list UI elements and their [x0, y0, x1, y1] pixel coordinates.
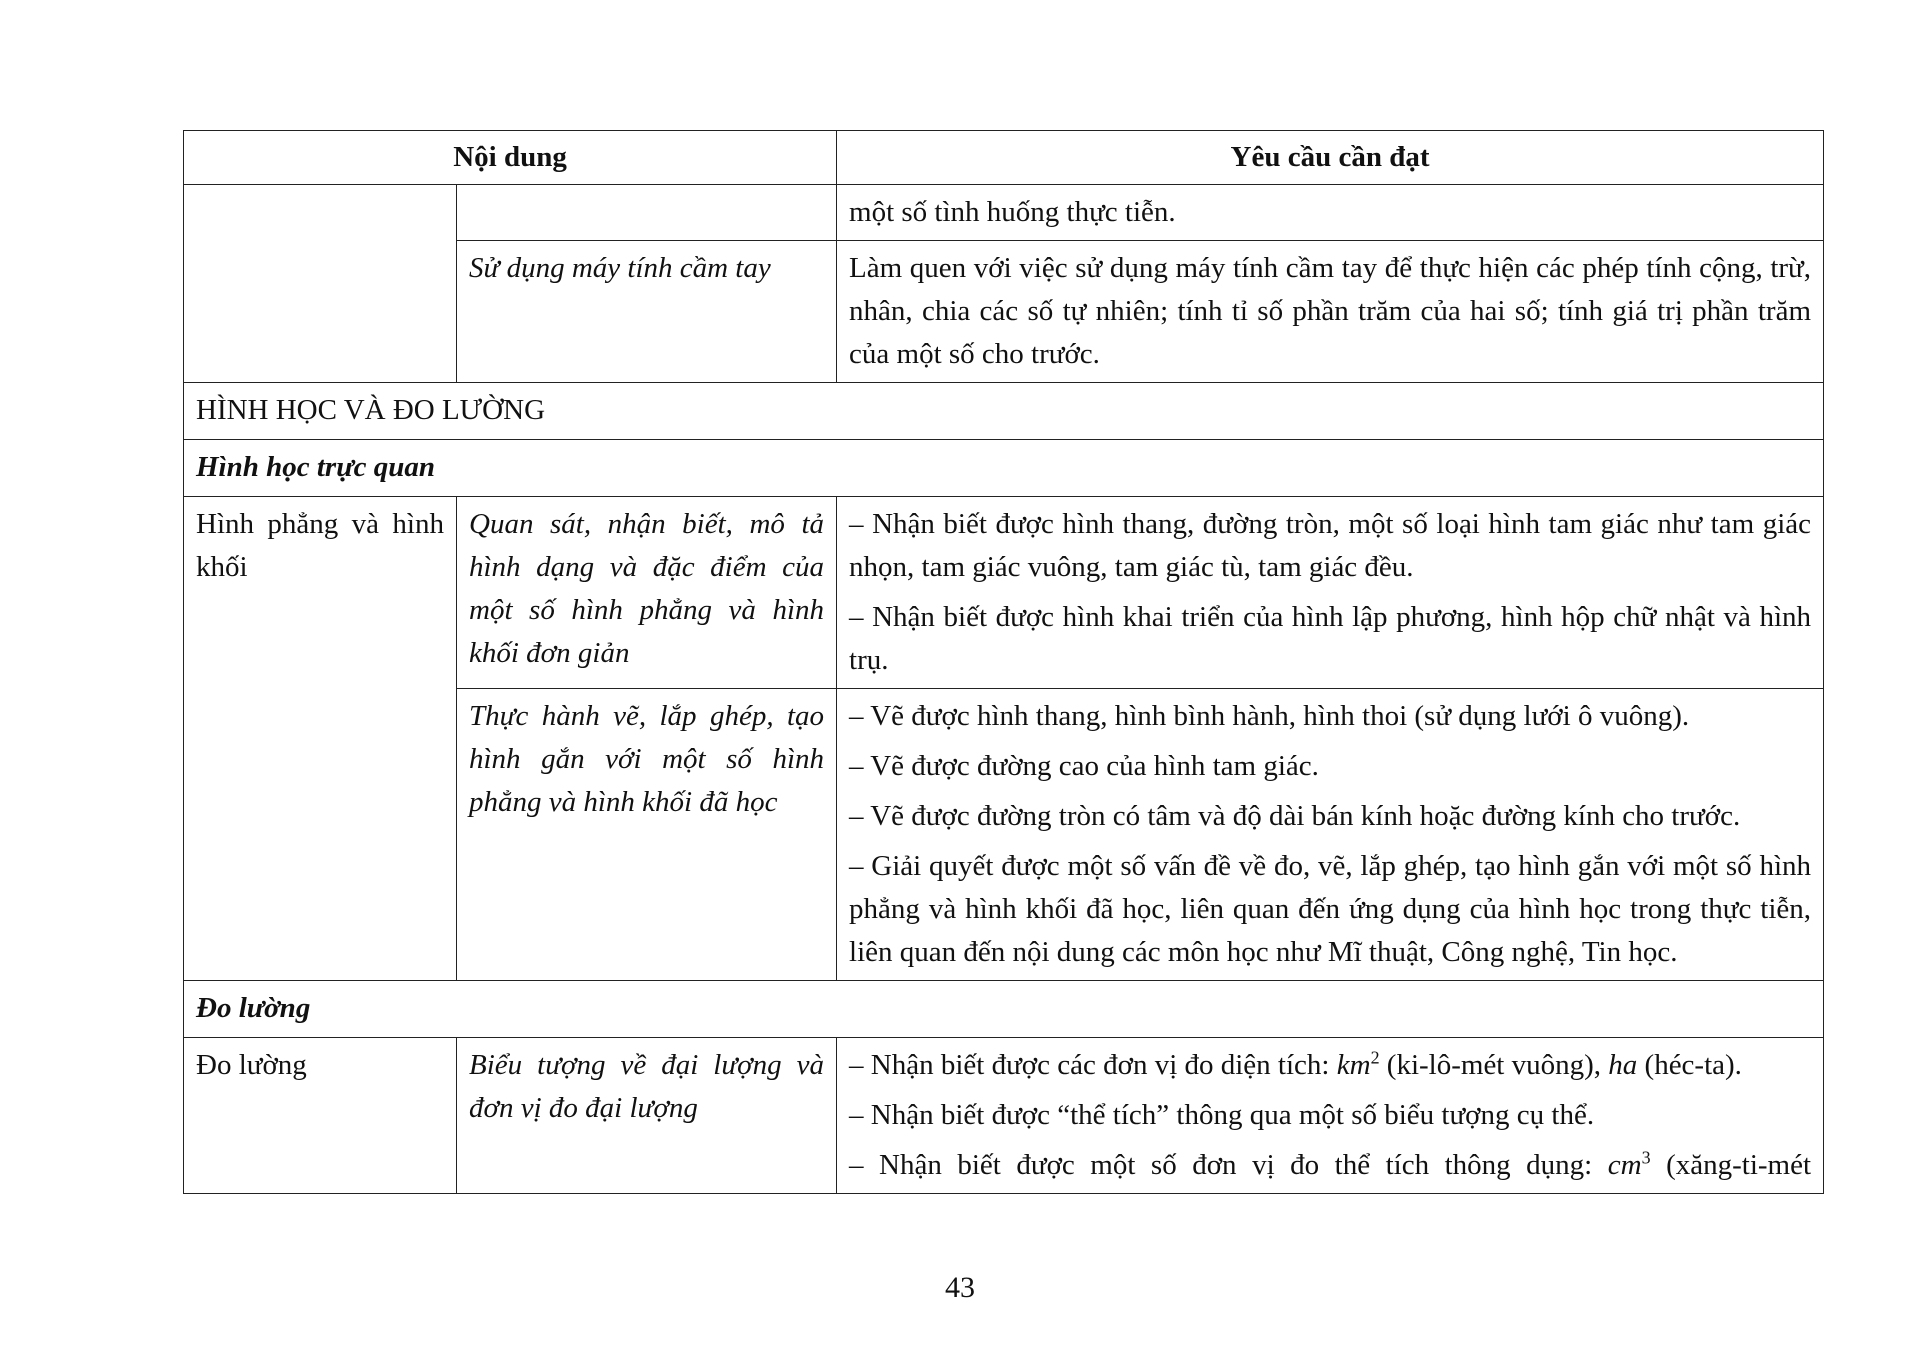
topic-text: Đo lường: [196, 1049, 307, 1081]
topic-text: Hình phẳng và hình khối: [196, 508, 444, 583]
table-header-row: [184, 131, 1824, 185]
req-text-part: – Nhận biết được các đơn vị đo diện tích:: [849, 1049, 1337, 1081]
subsection-title: Đo lường: [184, 981, 1824, 1038]
table-row: [184, 1038, 1824, 1194]
unit-text: km: [1336, 1049, 1371, 1081]
topic-cell: [184, 497, 457, 981]
header-content: Nội dung: [184, 131, 837, 185]
requirement-text: – Vẽ được đường cao của hình tam giác.: [849, 750, 1319, 782]
subsection-row: [184, 981, 1824, 1038]
section-title: HÌNH HỌC VÀ ĐO LƯỜNG: [184, 383, 1824, 440]
requirement-text: một số tình huống thực tiễn.: [849, 196, 1176, 228]
subtopic-cell-empty: [457, 185, 837, 241]
table-row: [184, 185, 1824, 241]
req-text-part: (héc-ta).: [1637, 1049, 1742, 1081]
subtopic-cell: [457, 497, 837, 689]
requirements-cell: [837, 497, 1824, 689]
req-text-part: (ki-lô-mét vuông),: [1379, 1049, 1609, 1081]
subtopic-text: Quan sát, nhận biết, mô tả hình dạng và đặc điểm của một số hình phẳng và hình khối đơn giản: [469, 508, 825, 669]
curriculum-table: [183, 130, 1824, 1194]
requirement-text: – Nhận biết được hình khai triển của hình lập phương, hình hộp chữ nhật và hình trụ.: [849, 601, 1812, 676]
topic-cell-empty: [184, 185, 457, 383]
requirement-text: [849, 1044, 1811, 1087]
requirements-cell: [837, 241, 1824, 383]
requirements-cell: [837, 185, 1824, 241]
requirements-cell: [837, 689, 1824, 981]
subtopic-cell: [457, 689, 837, 981]
subtopic-text: Sử dụng máy tính cầm tay: [469, 252, 771, 284]
requirement-text: – Vẽ được đường tròn có tâm và độ dài bán kính hoặc đường kính cho trước.: [849, 800, 1741, 832]
subtopic-text: Thực hành vẽ, lắp ghép, tạo hình gắn với một số hình phẳng và hình khối đã học: [469, 700, 825, 818]
subsection-row: [184, 440, 1824, 497]
requirement-text: Làm quen với việc sử dụng máy tính cầm tay để thực hiện các phép tính cộng, trừ, nhân, chia các số tự nhiên; tính tỉ số phần trăm của hai số; tính giá trị phần trăm của một số cho trước.: [849, 252, 1812, 370]
subtopic-cell: [457, 1038, 837, 1194]
page-number: 43: [945, 1271, 975, 1304]
table-row: [184, 497, 1824, 689]
unit-text: ha: [1608, 1049, 1638, 1081]
requirements-cell: [837, 1038, 1824, 1194]
topic-cell: [184, 1038, 457, 1194]
unit-exponent: 2: [1370, 1047, 1380, 1068]
requirement-text: – Giải quyết được một số vấn đề về đo, vẽ, lắp ghép, tạo hình gắn với một số hình phẳng và hình khối đã học, liên quan đến ứng dụng của hình học trong thực tiễn, liên quan đến nội dung các môn học như Mĩ thuật, Công nghệ, Tin học.: [849, 850, 1812, 968]
subtopic-cell: [457, 241, 837, 383]
requirement-text: – Nhận biết được hình thang, đường tròn, một số loại hình tam giác như tam giác nhọn, tam giác vuông, tam giác tù, tam giác đều.: [849, 508, 1812, 583]
unit-exponent: 3: [1641, 1147, 1651, 1168]
req-text-part: (xăng-ti-mét: [1650, 1149, 1812, 1181]
section-row: [184, 383, 1824, 440]
requirement-text: – Nhận biết được “thể tích” thông qua một số biểu tượng cụ thể.: [849, 1099, 1595, 1131]
header-requirements: Yêu cầu cần đạt: [837, 131, 1824, 185]
subtopic-text: Biểu tượng về đại lượng và đơn vị đo đại lượng: [469, 1049, 825, 1124]
requirement-text: – Vẽ được hình thang, hình bình hành, hình thoi (sử dụng lưới ô vuông).: [849, 700, 1690, 732]
subsection-title: Hình học trực quan: [184, 440, 1824, 497]
requirement-text: [849, 1144, 1811, 1187]
unit-text: cm: [1607, 1149, 1642, 1181]
req-text-part: – Nhận biết được một số đơn vị đo thể tích thông dụng:: [849, 1149, 1608, 1181]
